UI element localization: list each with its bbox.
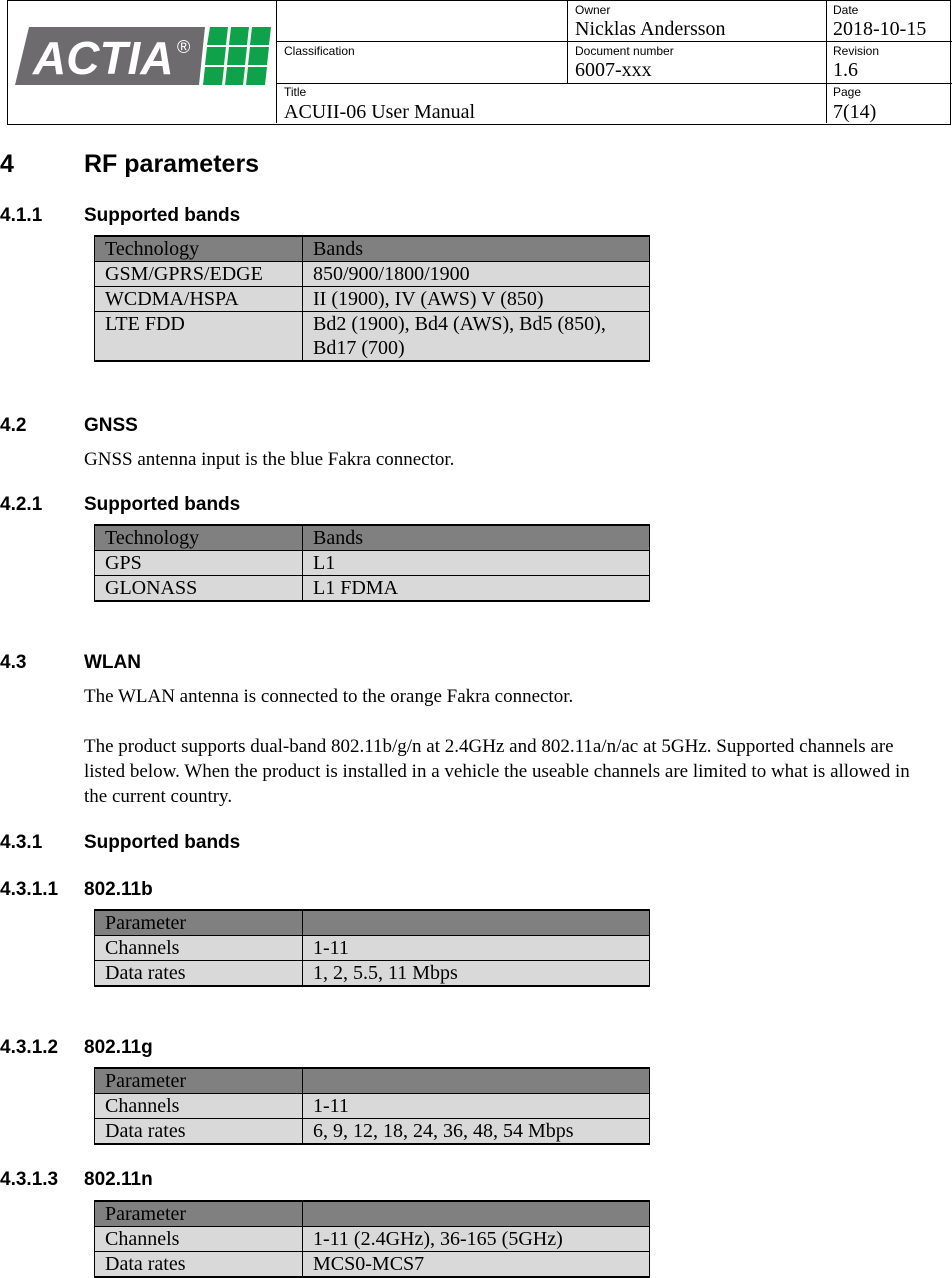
table-cell: Data rates (95, 961, 303, 987)
table-cell: Channels (95, 1227, 303, 1252)
svg-text:ACTIA: ACTIA (33, 32, 174, 84)
table-cell: MCS0-MCS7 (303, 1252, 650, 1278)
column-header-parameter: Parameter (95, 1068, 303, 1094)
column-header-parameter: Parameter (95, 910, 303, 936)
table-header-row (95, 236, 650, 262)
section-title: GNSS (84, 415, 138, 436)
page-number: 7(14) (833, 101, 877, 123)
table-row (95, 287, 650, 312)
section-number: 4.3.1 (0, 832, 43, 853)
column-header-technology: Technology (95, 236, 303, 262)
table-row (95, 1094, 650, 1119)
table-cell: LTE FDD (95, 312, 303, 362)
table-cell: II (1900), IV (AWS) V (850) (303, 287, 650, 312)
wifi-80211b-table (94, 909, 650, 987)
table-cell: GPS (95, 551, 303, 576)
section-number: 4.1.1 (0, 205, 43, 226)
logo-cell (8, 1, 277, 123)
column-header-value (303, 1068, 650, 1094)
column-header-technology: Technology (95, 525, 303, 551)
table-row (95, 961, 650, 987)
section-title: Supported bands (84, 832, 241, 853)
section-number: 4.3.1.1 (0, 879, 59, 900)
revision-value: 1.6 (833, 59, 858, 81)
section-title: 802.11b (84, 879, 153, 900)
table-cell: 850/900/1800/1900 (303, 262, 650, 287)
gnss-bands-table (94, 524, 650, 602)
classification-label: Classification (284, 44, 355, 58)
table-cell: 1-11 (303, 1094, 650, 1119)
column-header-value (303, 1201, 650, 1227)
table-cell: Data rates (95, 1119, 303, 1145)
table-cell: L1 FDMA (303, 576, 650, 602)
section-number: 4.2.1 (0, 494, 43, 515)
document-header (7, 0, 951, 125)
table-cell: WCDMA/HSPA (95, 287, 303, 312)
section-title: Supported bands (84, 205, 241, 226)
table-header-row (95, 1068, 650, 1094)
page-label: Page (833, 85, 862, 99)
section-number: 4.3.1.3 (0, 1169, 59, 1190)
date-value: 2018-10-15 (833, 18, 927, 40)
table-cell: GLONASS (95, 576, 303, 602)
wifi-80211n-table (94, 1200, 650, 1278)
section-title: WLAN (84, 652, 141, 673)
table-cell: GSM/GPRS/EDGE (95, 262, 303, 287)
section-title: 802.11g (84, 1037, 153, 1058)
section-title: Supported bands (84, 494, 241, 515)
table-cell: Data rates (95, 1252, 303, 1278)
cellular-bands-table (94, 235, 650, 362)
table-cell: 1-11 (303, 936, 650, 961)
table-row (95, 312, 650, 362)
title-label: Title (284, 85, 307, 99)
table-cell: 6, 9, 12, 18, 24, 36, 48, 54 Mbps (303, 1119, 650, 1145)
actia-logo (15, 27, 271, 85)
date-label: Date (833, 3, 859, 17)
column-header-value (303, 910, 650, 936)
table-cell: 1-11 (2.4GHz), 36-165 (5GHz) (303, 1227, 650, 1252)
column-header-parameter: Parameter (95, 1201, 303, 1227)
gnss-description: GNSS antenna input is the blue Fakra connector. (84, 449, 455, 470)
wifi-80211g-table (94, 1067, 650, 1145)
table-row (95, 1119, 650, 1145)
document-number-value: 6007-xxx (575, 59, 652, 81)
column-header-bands: Bands (303, 525, 650, 551)
column-header-bands: Bands (303, 236, 650, 262)
owner-value: Nicklas Andersson (575, 18, 726, 40)
section-title: 802.11n (84, 1169, 153, 1190)
section-number: 4.2 (0, 415, 27, 436)
table-header-row (95, 910, 650, 936)
section-title: RF parameters (84, 150, 260, 178)
section-number: 4.3.1.2 (0, 1037, 59, 1058)
table-row (95, 551, 650, 576)
table-cell: Bd2 (1900), Bd4 (AWS), Bd5 (850), Bd17 (700) (303, 312, 650, 362)
owner-label: Owner (575, 3, 611, 17)
table-cell: Channels (95, 1094, 303, 1119)
table-row (95, 576, 650, 602)
table-row (95, 262, 650, 287)
table-row (95, 936, 650, 961)
title-value: ACUII-06 User Manual (284, 101, 476, 123)
wlan-connector-text: The WLAN antenna is connected to the orange Fakra connector. (84, 686, 574, 707)
wlan-description: The product supports dual-band 802.11b/g/n at 2.4GHz and 802.11a/n/ac at 5GHz. Supported channels are listed below. When the product is installed in a vehicle the useable channels are limited to what is allowed in the current country. (84, 736, 910, 807)
table-row (95, 1227, 650, 1252)
section-number: 4 (0, 150, 14, 178)
table-header-row (95, 525, 650, 551)
table-cell: 1, 2, 5.5, 11 Mbps (303, 961, 650, 987)
section-number: 4.3 (0, 652, 27, 673)
table-row (95, 1252, 650, 1278)
table-cell: Channels (95, 936, 303, 961)
document-number-label: Document number (575, 44, 674, 58)
svg-text:®: ® (177, 37, 191, 57)
revision-label: Revision (833, 44, 880, 58)
table-cell: L1 (303, 551, 650, 576)
table-header-row (95, 1201, 650, 1227)
